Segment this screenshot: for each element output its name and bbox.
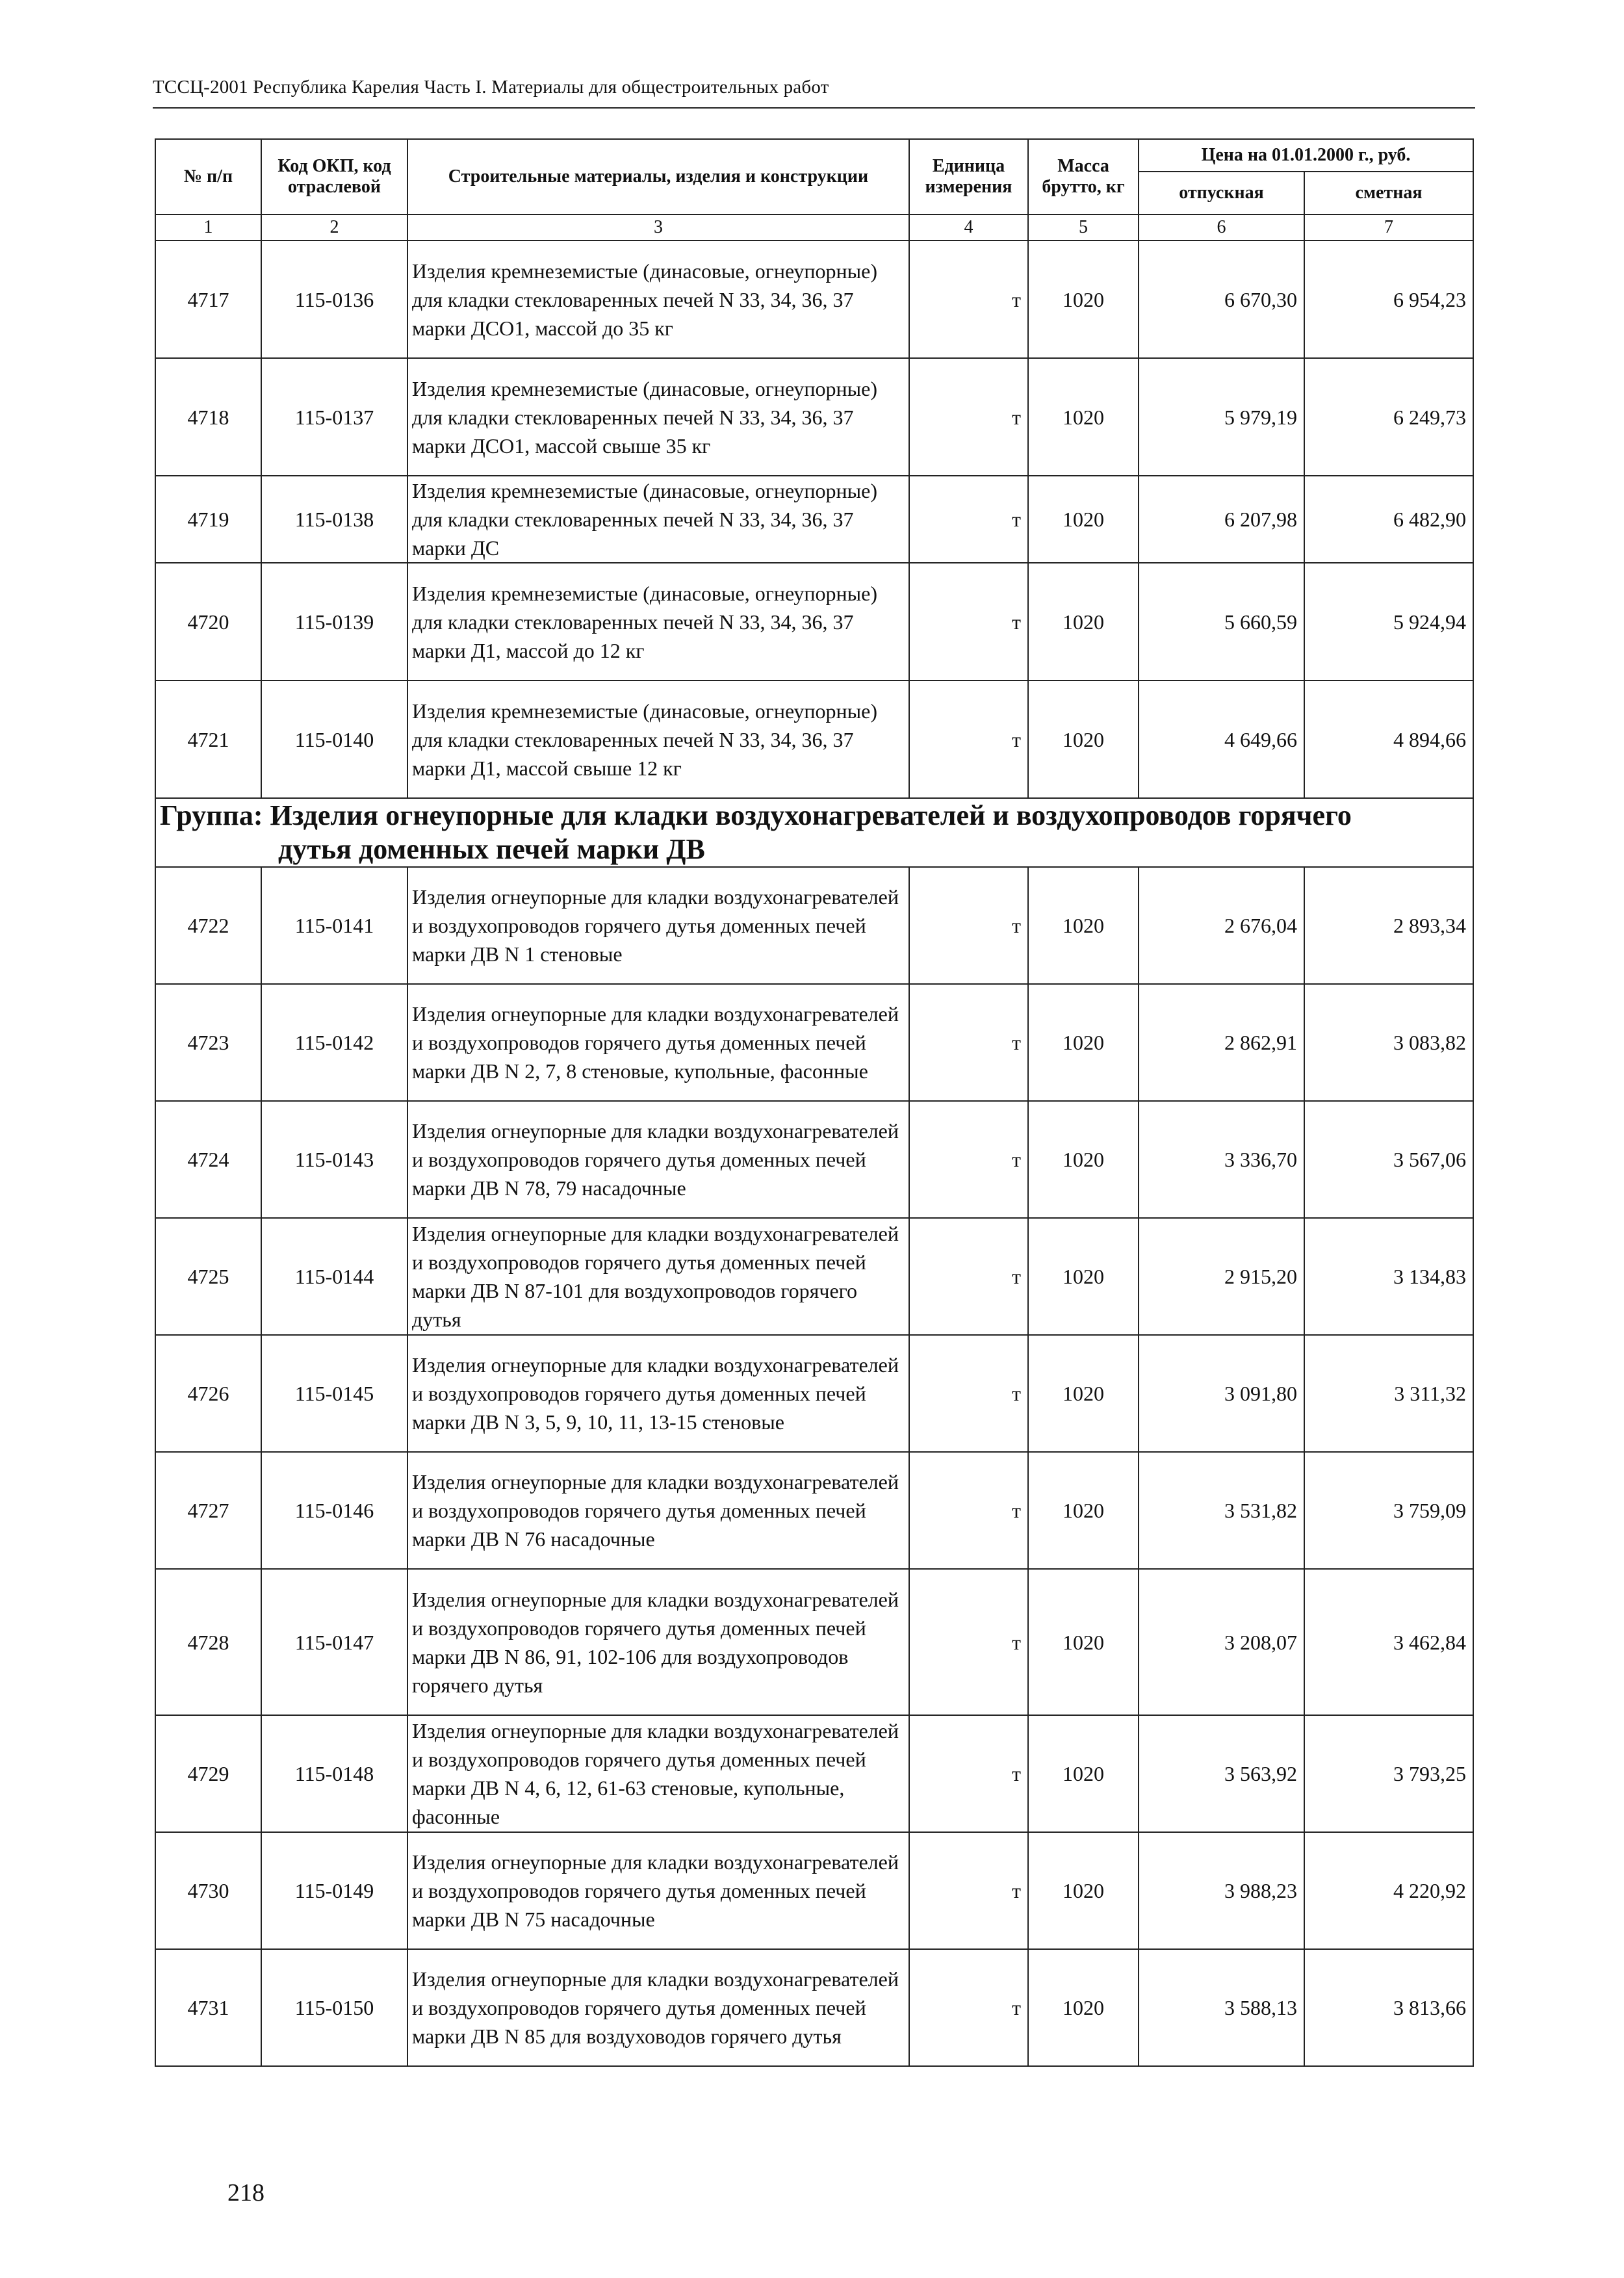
row-material-name: Изделия огнеупорные для кладки воздухонагревателей и воздухопроводов горячего дутья доменных печей марки ДВ N 2, 7, 8 стеновые, купольные, фасонные	[407, 984, 909, 1101]
row-unit: т	[909, 680, 1028, 798]
row-mass: 1020	[1028, 1832, 1139, 1949]
row-price-estimate: 3 083,82	[1304, 984, 1473, 1101]
row-number: 4720	[155, 563, 261, 680]
row-price-release: 3 588,13	[1139, 1949, 1304, 2066]
row-number: 4727	[155, 1452, 261, 1569]
row-material-name: Изделия огнеупорные для кладки воздухонагревателей и воздухопроводов горячего дутья доменных печей марки ДВ N 87-101 для воздухопроводов горячего дутья	[407, 1218, 909, 1335]
row-mass: 1020	[1028, 1335, 1139, 1452]
row-mass: 1020	[1028, 563, 1139, 680]
column-number: 1	[155, 214, 261, 240]
row-price-estimate: 3 813,66	[1304, 1949, 1473, 2066]
row-mass: 1020	[1028, 1452, 1139, 1569]
row-number: 4719	[155, 476, 261, 563]
running-header: ТССЦ-2001 Республика Карелия Часть I. Материалы для общестроительных работ	[153, 77, 829, 97]
col-header-name: Строительные материалы, изделия и конструкции	[407, 139, 909, 214]
row-mass: 1020	[1028, 1715, 1139, 1832]
group-title-line2: дутья доменных печей марки ДВ	[278, 833, 705, 865]
row-unit: т	[909, 1949, 1028, 2066]
row-code: 115-0147	[261, 1569, 407, 1715]
row-code: 115-0149	[261, 1832, 407, 1949]
column-number-row	[155, 214, 1473, 240]
row-code: 115-0140	[261, 680, 407, 798]
price-table	[155, 138, 1474, 2067]
row-code: 115-0139	[261, 563, 407, 680]
row-code: 115-0137	[261, 358, 407, 476]
row-number: 4722	[155, 867, 261, 984]
table-row	[155, 358, 1473, 476]
row-material-name: Изделия огнеупорные для кладки воздухонагревателей и воздухопроводов горячего дутья доменных печей марки ДВ N 75 насадочные	[407, 1832, 909, 1949]
row-mass: 1020	[1028, 867, 1139, 984]
row-number: 4730	[155, 1832, 261, 1949]
row-material-name: Изделия огнеупорные для кладки воздухонагревателей и воздухопроводов горячего дутья доменных печей марки ДВ N 86, 91, 102-106 для воздухопроводов горячего дутья	[407, 1569, 909, 1715]
row-code: 115-0141	[261, 867, 407, 984]
table-row	[155, 240, 1473, 358]
row-unit: т	[909, 1335, 1028, 1452]
row-mass: 1020	[1028, 476, 1139, 563]
row-material-name: Изделия кремнеземистые (динасовые, огнеупорные) для кладки стекловаренных печей N 33, 34, 36, 37 марки ДСО1, массой свыше 35 кг	[407, 358, 909, 476]
col-header-unit: Единица измерения	[909, 139, 1028, 214]
row-code: 115-0138	[261, 476, 407, 563]
row-unit: т	[909, 476, 1028, 563]
row-material-name: Изделия огнеупорные для кладки воздухонагревателей и воздухопроводов горячего дутья доменных печей марки ДВ N 78, 79 насадочные	[407, 1101, 909, 1218]
row-code: 115-0144	[261, 1218, 407, 1335]
row-material-name: Изделия огнеупорные для кладки воздухонагревателей и воздухопроводов горячего дутья доменных печей марки ДВ N 1 стеновые	[407, 867, 909, 984]
row-code: 115-0142	[261, 984, 407, 1101]
row-price-estimate: 3 759,09	[1304, 1452, 1473, 1569]
row-price-release: 2 862,91	[1139, 984, 1304, 1101]
row-price-release: 6 670,30	[1139, 240, 1304, 358]
row-price-estimate: 3 134,83	[1304, 1218, 1473, 1335]
row-number: 4721	[155, 680, 261, 798]
row-code: 115-0148	[261, 1715, 407, 1832]
row-price-estimate: 3 462,84	[1304, 1569, 1473, 1715]
row-mass: 1020	[1028, 984, 1139, 1101]
row-unit: т	[909, 1715, 1028, 1832]
row-number: 4729	[155, 1715, 261, 1832]
group-heading	[155, 798, 1473, 867]
table-head	[155, 139, 1473, 240]
row-price-release: 4 649,66	[1139, 680, 1304, 798]
row-price-release: 3 563,92	[1139, 1715, 1304, 1832]
row-number: 4724	[155, 1101, 261, 1218]
row-number: 4723	[155, 984, 261, 1101]
row-mass: 1020	[1028, 358, 1139, 476]
col-header-okp: Код ОКП, код отраслевой	[261, 139, 407, 214]
row-unit: т	[909, 1452, 1028, 1569]
row-material-name: Изделия огнеупорные для кладки воздухонагревателей и воздухопроводов горячего дутья доменных печей марки ДВ N 76 насадочные	[407, 1452, 909, 1569]
table-body-after	[155, 867, 1473, 2066]
row-material-name: Изделия огнеупорные для кладки воздухонагревателей и воздухопроводов горячего дутья доменных печей марки ДВ N 85 для воздуховодов горячего дутья	[407, 1949, 909, 2066]
row-number: 4726	[155, 1335, 261, 1452]
row-price-release: 3 091,80	[1139, 1335, 1304, 1452]
header-rule	[153, 107, 1475, 109]
row-unit: т	[909, 563, 1028, 680]
row-material-name: Изделия кремнеземистые (динасовые, огнеупорные) для кладки стекловаренных печей N 33, 34, 36, 37 марки Д1, массой свыше 12 кг	[407, 680, 909, 798]
table-row	[155, 1569, 1473, 1715]
row-unit: т	[909, 1569, 1028, 1715]
table-body-before	[155, 240, 1473, 798]
row-number: 4717	[155, 240, 261, 358]
row-material-name: Изделия кремнеземистые (динасовые, огнеупорные) для кладки стекловаренных печей N 33, 34, 36, 37 марки Д1, массой до 12 кг	[407, 563, 909, 680]
column-number: 7	[1304, 214, 1473, 240]
row-unit: т	[909, 1832, 1028, 1949]
row-mass: 1020	[1028, 1101, 1139, 1218]
table-row	[155, 563, 1473, 680]
group-title-line1: Группа: Изделия огнеупорные для кладки воздухонагревателей и воздухопроводов горячего	[160, 799, 1352, 831]
column-number: 3	[407, 214, 909, 240]
column-number: 2	[261, 214, 407, 240]
col-header-estimate: сметная	[1304, 172, 1473, 214]
table-row	[155, 1335, 1473, 1452]
row-price-estimate: 6 482,90	[1304, 476, 1473, 563]
row-mass: 1020	[1028, 240, 1139, 358]
row-mass: 1020	[1028, 1949, 1139, 2066]
row-mass: 1020	[1028, 1569, 1139, 1715]
column-number: 5	[1028, 214, 1139, 240]
row-material-name: Изделия огнеупорные для кладки воздухонагревателей и воздухопроводов горячего дутья доменных печей марки ДВ N 4, 6, 12, 61-63 стеновые, купольные, фасонные	[407, 1715, 909, 1832]
column-number: 6	[1139, 214, 1304, 240]
row-price-estimate: 6 954,23	[1304, 240, 1473, 358]
row-price-estimate: 3 311,32	[1304, 1335, 1473, 1452]
row-price-release: 5 660,59	[1139, 563, 1304, 680]
row-number: 4725	[155, 1218, 261, 1335]
row-price-release: 5 979,19	[1139, 358, 1304, 476]
group-section	[155, 798, 1473, 867]
row-mass: 1020	[1028, 1218, 1139, 1335]
table-row	[155, 1452, 1473, 1569]
row-price-estimate: 2 893,34	[1304, 867, 1473, 984]
table-row	[155, 1832, 1473, 1949]
row-price-release: 3 208,07	[1139, 1569, 1304, 1715]
row-price-estimate: 3 567,06	[1304, 1101, 1473, 1218]
row-unit: т	[909, 358, 1028, 476]
row-number: 4731	[155, 1949, 261, 2066]
row-number: 4728	[155, 1569, 261, 1715]
row-unit: т	[909, 1101, 1028, 1218]
row-price-release: 6 207,98	[1139, 476, 1304, 563]
column-number: 4	[909, 214, 1028, 240]
table-row	[155, 867, 1473, 984]
row-material-name: Изделия огнеупорные для кладки воздухонагревателей и воздухопроводов горячего дутья доменных печей марки ДВ N 3, 5, 9, 10, 11, 13-15 стеновые	[407, 1335, 909, 1452]
row-price-release: 3 988,23	[1139, 1832, 1304, 1949]
row-unit: т	[909, 240, 1028, 358]
row-price-release: 3 336,70	[1139, 1101, 1304, 1218]
row-mass: 1020	[1028, 680, 1139, 798]
row-code: 115-0150	[261, 1949, 407, 2066]
table-row	[155, 1101, 1473, 1218]
row-material-name: Изделия кремнеземистые (динасовые, огнеупорные) для кладки стекловаренных печей N 33, 34, 36, 37 марки ДСО1, массой до 35 кг	[407, 240, 909, 358]
row-unit: т	[909, 867, 1028, 984]
row-price-estimate: 4 894,66	[1304, 680, 1473, 798]
table-row	[155, 476, 1473, 563]
row-unit: т	[909, 984, 1028, 1101]
row-price-estimate: 3 793,25	[1304, 1715, 1473, 1832]
row-code: 115-0136	[261, 240, 407, 358]
row-code: 115-0145	[261, 1335, 407, 1452]
page-number: 218	[227, 2179, 264, 2207]
row-price-estimate: 6 249,73	[1304, 358, 1473, 476]
table-row	[155, 1218, 1473, 1335]
row-code: 115-0143	[261, 1101, 407, 1218]
col-header-mass: Масса брутто, кг	[1028, 139, 1139, 214]
col-header-price-group: Цена на 01.01.2000 г., руб.	[1139, 139, 1473, 172]
row-price-release: 2 915,20	[1139, 1218, 1304, 1335]
table-row	[155, 680, 1473, 798]
group-row	[155, 798, 1473, 867]
col-header-release: отпускная	[1139, 172, 1304, 214]
table-row	[155, 1715, 1473, 1832]
row-price-estimate: 5 924,94	[1304, 563, 1473, 680]
table-row	[155, 1949, 1473, 2066]
row-unit: т	[909, 1218, 1028, 1335]
table-row	[155, 984, 1473, 1101]
row-price-estimate: 4 220,92	[1304, 1832, 1473, 1949]
row-number: 4718	[155, 358, 261, 476]
row-price-release: 2 676,04	[1139, 867, 1304, 984]
col-header-num: № п/п	[155, 139, 261, 214]
row-code: 115-0146	[261, 1452, 407, 1569]
row-price-release: 3 531,82	[1139, 1452, 1304, 1569]
row-material-name: Изделия кремнеземистые (динасовые, огнеупорные) для кладки стекловаренных печей N 33, 34, 36, 37 марки ДС	[407, 476, 909, 563]
